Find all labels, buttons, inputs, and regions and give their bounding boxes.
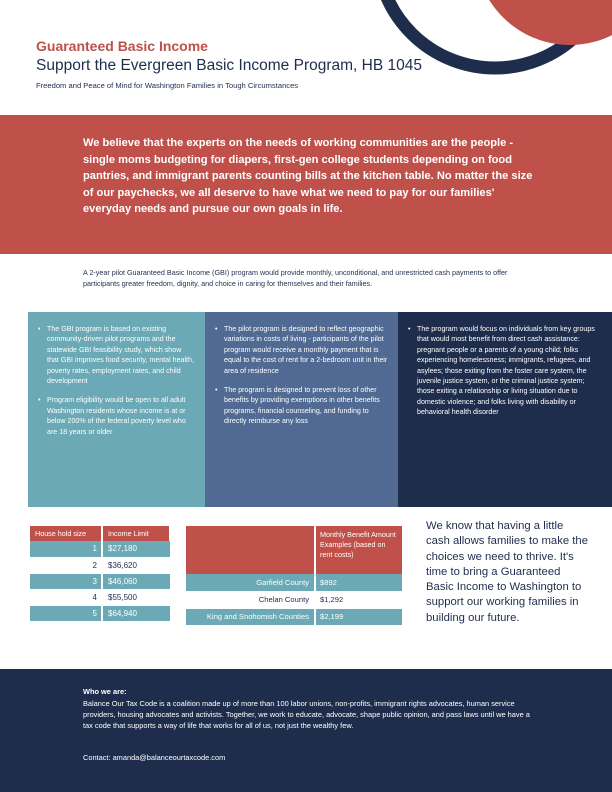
bullet-item: • The pilot program is designed to reflect geographic variations in costs of living - participants of the pilot program would receive a monthly payment that is equal to the cost of rent for a 2-bedroom unit in their area of residence xyxy=(215,324,388,376)
bullet-item: • The GBI program is based on existing community-driven pilot programs and the statewide GBI feasibility study, which show that GBI improves food security, mental health, poverty rates, employment rates, and child development xyxy=(38,324,195,386)
table-row xyxy=(30,557,170,573)
header xyxy=(36,38,556,91)
bullet-item: • Program eligibility would be open to all adult Washington residents whose income is at or below 200% of the federal poverty level who are 18 years or older xyxy=(38,395,195,437)
income-limit-cell: $27,180 xyxy=(102,541,170,557)
income-limit-cell: $36,620 xyxy=(102,557,170,573)
benefit-amount-cell: $892 xyxy=(315,574,402,591)
who-we-are-heading: Who we are: xyxy=(83,687,127,696)
income-limit-cell: $46,060 xyxy=(102,573,170,589)
table-row xyxy=(30,573,170,589)
income-limit-header: Income Limit xyxy=(102,526,170,541)
info-column-2 xyxy=(205,312,398,507)
bullet-item: • The program is designed to prevent loss of other benefits by providing exemptions in other benefits programs, financial counseling, and funding to directly reimburse any loss xyxy=(215,385,388,427)
household-size-header: House hold size xyxy=(30,526,102,541)
county-cell: King and Snohomish Counties xyxy=(186,608,315,625)
household-size-cell: 1 xyxy=(30,541,102,557)
statement-banner xyxy=(0,115,612,254)
info-column-1 xyxy=(28,312,205,507)
income-limit-cell: $55,500 xyxy=(102,589,170,605)
page-title: Support the Evergreen Basic Income Program, HB 1045 xyxy=(36,57,422,74)
info-column-3 xyxy=(398,312,612,507)
benefit-amount-cell: $1,292 xyxy=(315,591,402,608)
county-cell: Garfield County xyxy=(186,574,315,591)
household-size-cell: 5 xyxy=(30,605,102,621)
benefit-amount-cell: $2,199 xyxy=(315,608,402,625)
table-row xyxy=(186,574,402,591)
coalition-description: Balance Our Tax Code is a coalition made up of more than 100 labor unions, non-profits, immigrant rights advocates, human service providers, housing advocates and activists. Together, we work to educate, advocate, shape public opinion, and pass laws until we have a tax code that supports a way of life that works for all of us, not just the wealthy few. xyxy=(83,699,530,730)
table-row xyxy=(30,541,170,557)
callout-text: We know that having a little cash allows families to make the choices we need to thrive. It's time to bring a Guaranteed Basic Income to Washington to support our working families in building our future. xyxy=(426,520,588,624)
income-limit-table xyxy=(30,526,171,622)
table-row xyxy=(30,605,170,621)
household-size-cell: 2 xyxy=(30,557,102,573)
benefit-amount-table xyxy=(186,526,402,626)
household-size-cell: 3 xyxy=(30,573,102,589)
county-header xyxy=(186,526,315,574)
bullet-item: • The program would focus on individuals from key groups that would most benefit from direct cash assistance: pregnant people or a parents of a young child; folks experiencing homelessness; immigrants, refugees, and asylees; those exiting from the foster care system, the juvenile justice system, or the criminal justice system; those exiting a relationship or living situation due to domestic violence; and folks living with disability or behavioral health disorder xyxy=(408,324,602,418)
footer xyxy=(0,669,612,792)
county-cell: Chelan County xyxy=(186,591,315,608)
statement-text: We believe that the experts on the needs of working communities are the people - single moms budgeting for diapers, first-gen college students depending on food pantries, and immigrant parents counting bills at the kitchen table. No matter the size of our paychecks, we all deserve to have what we need to pay for our families' everyday needs and pursue our own goals in life. xyxy=(83,137,533,216)
tagline: Freedom and Peace of Mind for Washington Families in Tough Circumstances xyxy=(36,81,299,90)
contact-email[interactable]: Contact: amanda@balanceourtaxcode.com xyxy=(83,753,226,762)
table-row xyxy=(186,591,402,608)
household-size-cell: 4 xyxy=(30,589,102,605)
eyebrow-title: Guaranteed Basic Income xyxy=(36,38,208,54)
table-row xyxy=(30,589,170,605)
income-limit-cell: $64,940 xyxy=(102,605,170,621)
intro-paragraph: A 2-year pilot Guaranteed Basic Income (GBI) program would provide monthly, unconditional, and unrestricted cash payments to offer participants greater freedom, dignity, and choice in caring for themselves and their families. xyxy=(83,268,508,288)
monthly-benefit-header: Monthly Benefit Amount Examples (based on rent costs) xyxy=(315,526,402,574)
table-row xyxy=(186,608,402,625)
